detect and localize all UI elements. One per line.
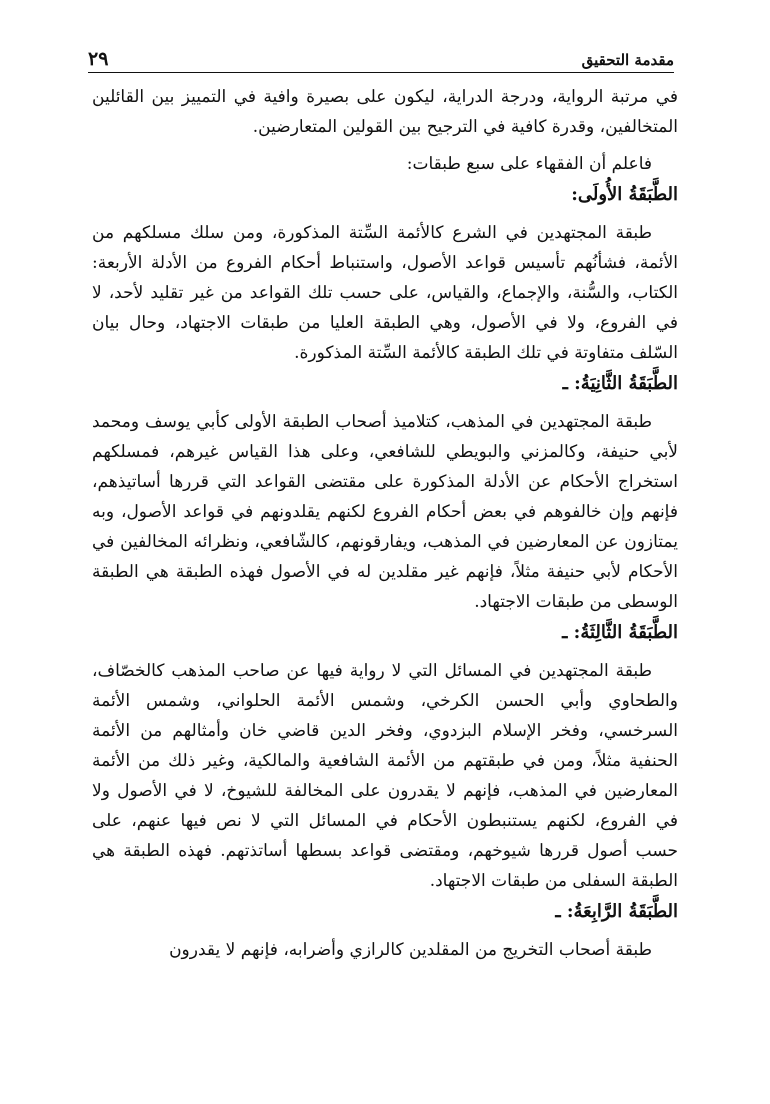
page-header [88,44,674,73]
paragraph-second-tier: طبقة المجتهدين في المذهب، كتلاميذ أصحاب الطبقة الأولى كأبي يوسف ومحمد لأبي حنيفة، وكالمزني والبويطي للشافعي، وعلى هذا القياس غيرهم، فمسلكهم استخراج الأحكام عن الأدلة المذكورة على مقتضى القواعد التي قررها أساتيذهم، فإنهم وإن خالفوهم في بعض أحكام الفروع لكنهم يقلدونهم في قواعد الأصول، وبه يمتازون عن المعارضين في المذهب، ويفارقونهم، كالشّافعي، ونظرائه المخالفين في الأحكام لأبي حنيفة مثلاً، فإنهم غير مقلدين له في الأصول فهذه الطبقة هي الطبقة الوسطى من طبقات الاجتهاد. [92,412,678,612]
page-number: ٢٩ [88,48,109,70]
paragraph-first-tier: طبقة المجتهدين في الشرع كالأئمة السِّتة المذكورة، ومن سلك مسلكهم من الأئمة، فشأنُهم تأسيس قواعد الأصول، واستنباط أحكام الفروع من الأدلة الأربعة: الكتاب، والسُّنة، والإجماع، والقياس، على حسب تلك القواعد من غير تقليد لأحد، لا في الفروع، ولا في الأصول، وهي الطبقة العليا من طبقات الاجتهاد، وحال بيان السّلف متفاوتة في تلك الطبقة كالأئمة السِّتة المذكورة. [92,223,678,363]
section-heading-second: الطَّبَقَةُ الثَّانِيَةُ: ـ [562,373,678,394]
intro-statement: فاعلم أن الفقهاء على سبع طبقات: [406,154,652,174]
section-heading-third: الطَّبَقَةُ الثَّالِثَةُ: ـ [562,622,678,643]
running-title: مقدمة التحقيق [581,51,674,69]
section-heading-fourth: الطَّبَقَةُ الرَّابِعَةُ: ـ [555,901,678,922]
paragraph-third-tier: طبقة المجتهدين في المسائل التي لا رواية فيها عن صاحب المذهب كالخصّاف، والطحاوي وأبي الحسن الكرخي، وشمس الأئمة الحلواني، وشمس الأئمة السرخسي، وفخر الإسلام البزدوي، وفخر الدين قاضي خان وأمثالهم من الأئمة الحنفية مثلاً، ومن في طبقتهم من الأئمة الشافعية والمالكية، وغير ذلك من الأئمة المعارضين في المذهب، فإنهم لا يقدرون على المخالفة للشيوخ، لا في الأصول ولا في الفروع، لكنهم يستنبطون الأحكام في المسائل التي لا نص فيها عنهم، على حسب أصول قررها شيوخهم، ومقتضى قواعد بسطها أساتذتهم. فهذه الطبقة هي الطبقة السفلى من طبقات الاجتهاد. [92,661,678,891]
intro-paragraph: في مرتبة الرواية، ودرجة الدراية، ليكون على بصيرة وافية في التمييز بين القائلين المتخالفين، وقدرة كافية في الترجيح بين القولين المتعارضين. [92,87,678,137]
section-heading-first: الطَّبَقَةُ الأُولَى: [571,184,678,205]
page-body [92,82,678,965]
paragraph-fourth-tier: طبقة أصحاب التخريج من المقلدين كالرازي وأضرابه، فإنهم لا يقدرون [169,940,652,960]
